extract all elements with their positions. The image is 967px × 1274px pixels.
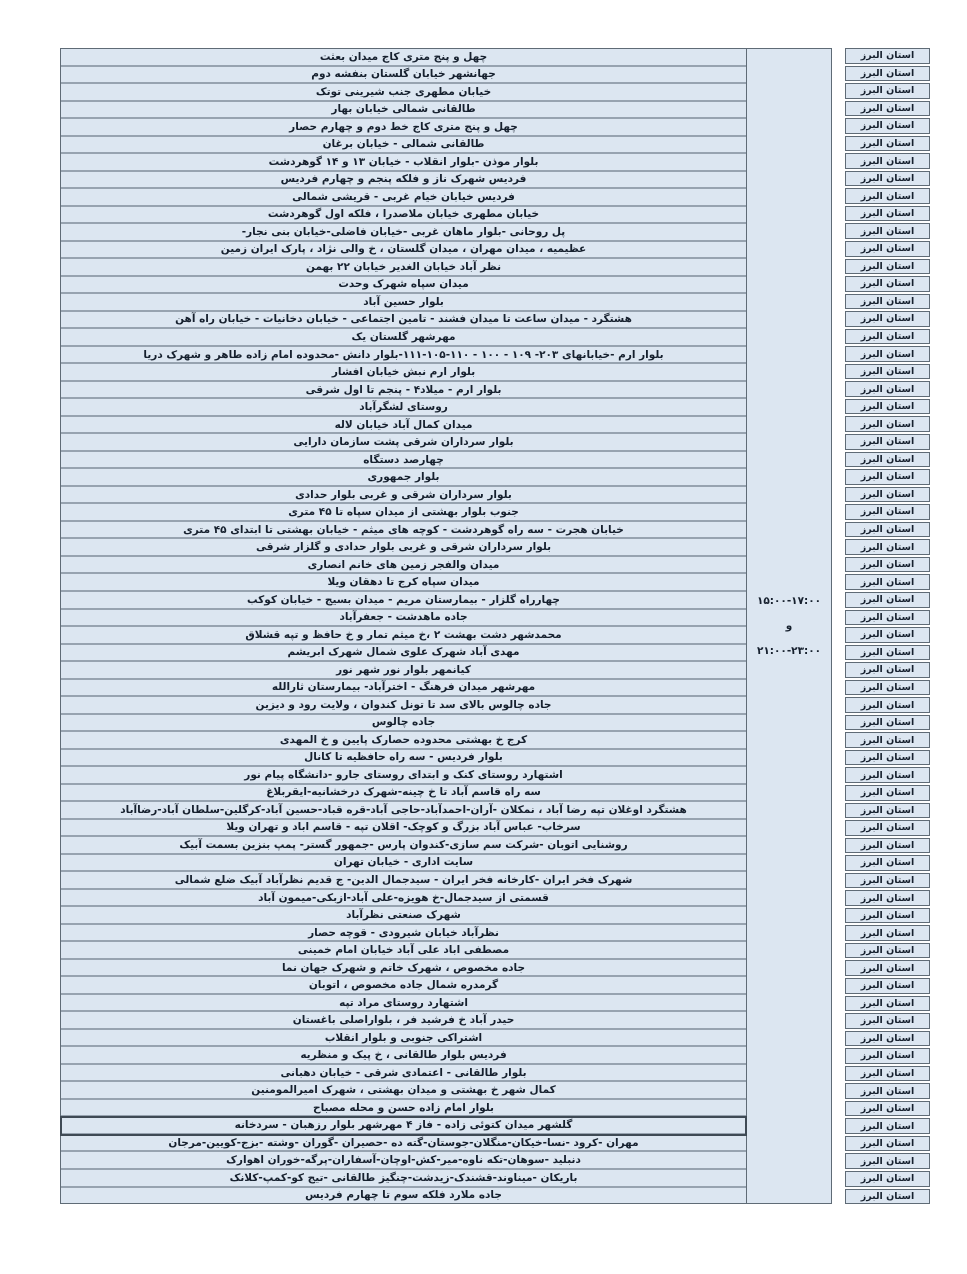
address-cell[interactable]: حیدر آباد خ فرشید فر ، بلواراصلی باغستان xyxy=(61,1012,746,1030)
address-cell[interactable]: مصطفی اباد علی آباد خیابان امام خمینی xyxy=(61,942,746,960)
province-cell[interactable]: استان البرز xyxy=(845,188,930,204)
address-cell[interactable]: شهرک فخر ایران -کارخانه فخر ایران - سیدجمال الدین- ج قدیم نظرآباد آبیک ضلع شمالی xyxy=(61,872,746,890)
address-cell[interactable]: طالقانی شمالی خیابان بهار xyxy=(61,102,746,120)
address-cell[interactable]: باریکان -میناوند-قشندک-زیدشت-چنگیز طالقانی -تیج کو-کمپ-کلانک xyxy=(61,1170,746,1188)
province-cell[interactable]: استان البرز xyxy=(845,346,930,362)
address-cell[interactable]: اشتهارد روستای مراد تپه xyxy=(61,995,746,1013)
address-cell[interactable]: جاده چالوس بالای سد تا تونل کندوان ، ولایت رود و دیزین xyxy=(61,697,746,715)
address-cell[interactable]: پل روحانی -بلوار ماهان غربی -خیابان فاضلی-خیابان بنی نجار- xyxy=(61,224,746,242)
address-cell[interactable]: روشنایی اتوبان -شرکت سم سازی-کندوان پارس -جمهور گستر- پمپ بنزین بسمت آبیک xyxy=(61,837,746,855)
address-cell[interactable]: مهران -کرود -نسا-خیکان-منگلان-جوستان-گته ده -حصیران -گوران -وشته -بزج-کویین-مرجان xyxy=(61,1135,746,1153)
address-cell[interactable]: بلوار سرداران شرقی و غربی بلوار حدادی xyxy=(61,487,746,505)
province-cell[interactable]: استان البرز xyxy=(845,785,930,801)
province-cell[interactable]: استان البرز xyxy=(845,329,930,345)
province-cell[interactable]: استان البرز xyxy=(845,925,930,941)
province-cell[interactable]: استان البرز xyxy=(845,83,930,99)
address-cell[interactable]: چهارراه گلزار - بیمارستان مریم - میدان بسیج - خیابان کوکب xyxy=(61,592,746,610)
province-cell[interactable]: استان البرز xyxy=(845,715,930,731)
address-cell[interactable]: جنوب بلوار بهشتی از میدان سپاه تا ۴۵ متری xyxy=(61,504,746,522)
province-cell[interactable]: استان البرز xyxy=(845,259,930,275)
address-cell[interactable]: میدان والفجر زمین های خانم انصاری xyxy=(61,557,746,575)
province-cell[interactable]: استان البرز xyxy=(845,750,930,766)
province-cell[interactable]: استان البرز xyxy=(845,697,930,713)
address-cell[interactable]: سایت اداری - خیابان تهران xyxy=(61,855,746,873)
province-cell[interactable]: استان البرز xyxy=(845,136,930,152)
address-cell[interactable]: خیابان مطهری جنب شیرینی توتک xyxy=(61,84,746,102)
address-cell[interactable]: محمدشهر دشت بهشت ۲ ،خ میثم تمار و خ حافظ و تپه قشلاق xyxy=(61,627,746,645)
address-cell[interactable]: عظیمیه ، میدان مهران ، میدان گلستان ، خ والی نژاد ، پارک ایران زمین xyxy=(61,242,746,260)
address-cell[interactable]: بلوار جمهوری xyxy=(61,469,746,487)
province-cell[interactable]: استان البرز xyxy=(845,960,930,976)
address-cell[interactable]: چهل و پنج متری کاج میدان بعثت xyxy=(61,49,746,67)
address-cell[interactable]: چهارصد دستگاه xyxy=(61,452,746,470)
province-column xyxy=(845,48,930,1204)
address-cell[interactable]: دنبلید -سوهان-تکه ناوه-میر-کش-اوچان-آسفاران-پرگه-خوران اهوارک xyxy=(61,1152,746,1170)
address-cell[interactable]: طالقانی شمالی - خیابان برغان xyxy=(61,137,746,155)
address-cell[interactable]: میدان سپاه شهرک وحدت xyxy=(61,277,746,295)
province-cell[interactable]: استان البرز xyxy=(845,873,930,889)
province-cell[interactable]: استان البرز xyxy=(845,66,930,82)
address-cell[interactable]: کرج خ بهشتی محدوده حصارک پایین و خ المهدی xyxy=(61,732,746,750)
province-cell[interactable]: استان البرز xyxy=(845,838,930,854)
address-cell[interactable]: بلوار طالقانی - اعتمادی شرقی - خیابان دهبانی xyxy=(61,1065,746,1083)
province-cell[interactable]: استان البرز xyxy=(845,294,930,310)
province-cell[interactable]: استان البرز xyxy=(845,732,930,748)
address-cell[interactable]: اشتهارد روستای کنک و ابتدای روستای جارو -دانشگاه پیام نور xyxy=(61,767,746,785)
address-cell[interactable]: بلوار ارم نبش خیابان افشار xyxy=(61,364,746,382)
address-cell[interactable]: جاده ماهدشت - جعفرآباد xyxy=(61,610,746,628)
province-cell[interactable]: استان البرز xyxy=(845,1083,930,1099)
address-cell[interactable]: بلوار موذن -بلوار انقلاب - خیابان ۱۳ و ۱۴ گوهردشت xyxy=(61,154,746,172)
address-cell[interactable]: بلوار امام زاده حسن و محله مصباح xyxy=(61,1100,746,1118)
province-cell[interactable]: استان البرز xyxy=(845,416,930,432)
address-cell[interactable]: شهرک صنعتی نظرآباد xyxy=(61,907,746,925)
address-cell[interactable]: هشتگرد اوغلان تپه رضا آباد ، نمکلان -آران-احمدآباد-حاجی آباد-قره قباد-حسین آباد-کرگلین-سلطان آباد-رضاآباد xyxy=(61,802,746,820)
province-cell[interactable]: استان البرز xyxy=(845,223,930,239)
province-cell[interactable]: استان البرز xyxy=(845,890,930,906)
province-cell[interactable]: استان البرز xyxy=(845,434,930,450)
address-cell[interactable]: جاده ملارد فلکه سوم تا چهارم فردیس xyxy=(61,1188,746,1204)
address-cell[interactable]: فردیس بلوار طالقانی ، خ پیک و منظریه xyxy=(61,1047,746,1065)
address-cell[interactable]: فردیس شهرک ناز و فلکه پنجم و چهارم فردیس xyxy=(61,172,746,190)
province-cell[interactable]: استان البرز xyxy=(845,855,930,871)
province-cell[interactable]: استان البرز xyxy=(845,48,930,64)
province-cell[interactable]: استان البرز xyxy=(845,1118,930,1134)
province-cell[interactable]: استان البرز xyxy=(845,1031,930,1047)
address-cell[interactable]: بلوار فردیس - سه راه حافظیه تا کانال xyxy=(61,750,746,768)
province-cell[interactable]: استان البرز xyxy=(845,978,930,994)
province-cell[interactable]: استان البرز xyxy=(845,996,930,1012)
address-cell[interactable]: بلوار سرداران شرقی پشت سازمان دارایی xyxy=(61,434,746,452)
time-range-afternoon: ۱۵:۰۰-۱۷:۰۰ xyxy=(756,595,822,607)
address-cell[interactable]: مهرشهر میدان فرهنگ - اخترآباد- بیمارستان ثارالله xyxy=(61,680,746,698)
province-cell[interactable]: استان البرز xyxy=(845,206,930,222)
province-cell[interactable]: استان البرز xyxy=(845,504,930,520)
province-cell[interactable]: استان البرز xyxy=(845,908,930,924)
outage-time-cell[interactable] xyxy=(747,48,832,1204)
province-cell[interactable]: استان البرز xyxy=(845,557,930,573)
address-cell[interactable]: گرمدره شمال جاده مخصوص ، اتوبان xyxy=(61,977,746,995)
province-cell[interactable]: استان البرز xyxy=(845,1048,930,1064)
province-cell[interactable]: استان البرز xyxy=(845,1153,930,1169)
province-cell[interactable]: استان البرز xyxy=(845,1101,930,1117)
address-cell[interactable]: بلوار حسین آباد xyxy=(61,294,746,312)
province-cell[interactable]: استان البرز xyxy=(845,1189,930,1205)
province-cell[interactable]: استان البرز xyxy=(845,1136,930,1152)
province-cell[interactable]: استان البرز xyxy=(845,522,930,538)
province-cell[interactable]: استان البرز xyxy=(845,364,930,380)
address-cell[interactable]: چهل و پنج متری کاج خط دوم و چهارم حصار xyxy=(61,119,746,137)
province-cell[interactable]: استان البرز xyxy=(845,311,930,327)
province-cell[interactable]: استان البرز xyxy=(845,1013,930,1029)
province-cell[interactable]: استان البرز xyxy=(845,645,930,661)
address-cell[interactable]: میدان کمال آباد خیابان لاله xyxy=(61,417,746,435)
address-cell[interactable]: بلوار سرداران شرقی و غربی بلوار حدادی و گلزار شرقی xyxy=(61,539,746,557)
address-cell[interactable]: کمال شهر خ بهشتی و میدان بهشتی ، شهرک امیرالمومنین xyxy=(61,1082,746,1100)
address-cell[interactable]: بلوار ارم - میلاد۴ - پنجم تا اول شرقی xyxy=(61,382,746,400)
province-cell[interactable]: استان البرز xyxy=(845,1066,930,1082)
province-cell[interactable]: استان البرز xyxy=(845,171,930,187)
address-cell[interactable]: قسمتی از سیدجمال-خ هویزه-علی آباد-ازبکی-میمون آباد xyxy=(61,890,746,908)
province-cell[interactable]: استان البرز xyxy=(845,662,930,678)
address-cell[interactable]: خیابان مطهری خیابان ملاصدرا ، فلکه اول گوهردشت xyxy=(61,207,746,225)
address-cell[interactable]: نظر آباد خیابان الغدیر خیابان ۲۲ بهمن xyxy=(61,259,746,277)
address-cell[interactable]: بلوار ارم -خیابانهای ۲۰۳- ۱۰۹ - ۱۰۰ - ۱۱۰-۱۰۵-۱۱۱-بلوار دانش -محدوده امام زاده طاهر و شهرک دریا xyxy=(61,347,746,365)
address-cell[interactable]: جاده چالوس xyxy=(61,715,746,733)
province-cell[interactable]: استان البرز xyxy=(845,820,930,836)
time-separator-and: و xyxy=(785,620,793,632)
province-cell[interactable]: استان البرز xyxy=(845,1171,930,1187)
province-cell[interactable]: استان البرز xyxy=(845,627,930,643)
address-cell[interactable]: سه راه قاسم آباد تا خ چینه-شهرک درخشانیه-ایقربلاغ xyxy=(61,785,746,803)
outage-schedule-table xyxy=(60,48,930,1204)
address-cell[interactable]: خیابان هجرت - سه راه گوهردشت - کوچه های میثم - خیابان بهشتی تا ابتدای ۴۵ متری xyxy=(61,522,746,540)
province-cell[interactable]: استان البرز xyxy=(845,592,930,608)
province-cell[interactable]: استان البرز xyxy=(845,680,930,696)
address-cell[interactable]: گلشهر میدان کتوئی زاده - فاز ۴ مهرشهر بلوار رزهبان - سردخانه xyxy=(61,1117,746,1135)
province-cell[interactable]: استان البرز xyxy=(845,539,930,555)
address-cell[interactable]: مهرشهر گلستان یک xyxy=(61,329,746,347)
address-cell[interactable]: جاده مخصوص ، شهرک خاتم و شهرک جهان نما xyxy=(61,960,746,978)
province-cell[interactable]: استان البرز xyxy=(845,241,930,257)
address-cell[interactable]: فردیس خیابان خیام غربی - قریشی شمالی xyxy=(61,189,746,207)
province-cell[interactable]: استان البرز xyxy=(845,276,930,292)
address-cell[interactable]: جهانشهر خیابان گلستان بنفشه دوم xyxy=(61,67,746,85)
province-cell[interactable]: استان البرز xyxy=(845,118,930,134)
address-cell[interactable]: سرخاب- عباس آباد بزرگ و کوچک- اقلان تپه - قاسم اباد و تهران ویلا xyxy=(61,820,746,838)
province-cell[interactable]: استان البرز xyxy=(845,381,930,397)
address-column xyxy=(60,48,747,1204)
address-cell[interactable]: هشتگرد - میدان ساعت تا میدان فشند - تامین اجتماعی - خیابان دخانیات - خیابان راه آهن xyxy=(61,312,746,330)
address-cell[interactable]: میدان سپاه کرج تا دهقان ویلا xyxy=(61,574,746,592)
province-cell[interactable]: استان البرز xyxy=(845,943,930,959)
province-cell[interactable]: استان البرز xyxy=(845,469,930,485)
address-cell[interactable]: کیانمهر بلوار نور شهر نور xyxy=(61,662,746,680)
province-cell[interactable]: استان البرز xyxy=(845,153,930,169)
province-cell[interactable]: استان البرز xyxy=(845,101,930,117)
province-cell[interactable]: استان البرز xyxy=(845,574,930,590)
province-cell[interactable]: استان البرز xyxy=(845,803,930,819)
time-range-evening: ۲۱:۰۰-۲۳:۰۰ xyxy=(756,645,822,657)
address-cell[interactable]: اشتراکی جنوبی و بلوار انقلاب xyxy=(61,1030,746,1048)
province-cell[interactable]: استان البرز xyxy=(845,487,930,503)
province-cell[interactable]: استان البرز xyxy=(845,767,930,783)
province-cell[interactable]: استان البرز xyxy=(845,399,930,415)
province-cell[interactable]: استان البرز xyxy=(845,452,930,468)
address-cell[interactable]: مهدی آباد شهرک علوی شمال شهرک ابریشم xyxy=(61,645,746,663)
address-cell[interactable]: نظرآباد خیابان شیرودی - قوچه حصار xyxy=(61,925,746,943)
address-cell[interactable]: روستای لشگرآباد xyxy=(61,399,746,417)
province-cell[interactable]: استان البرز xyxy=(845,610,930,626)
